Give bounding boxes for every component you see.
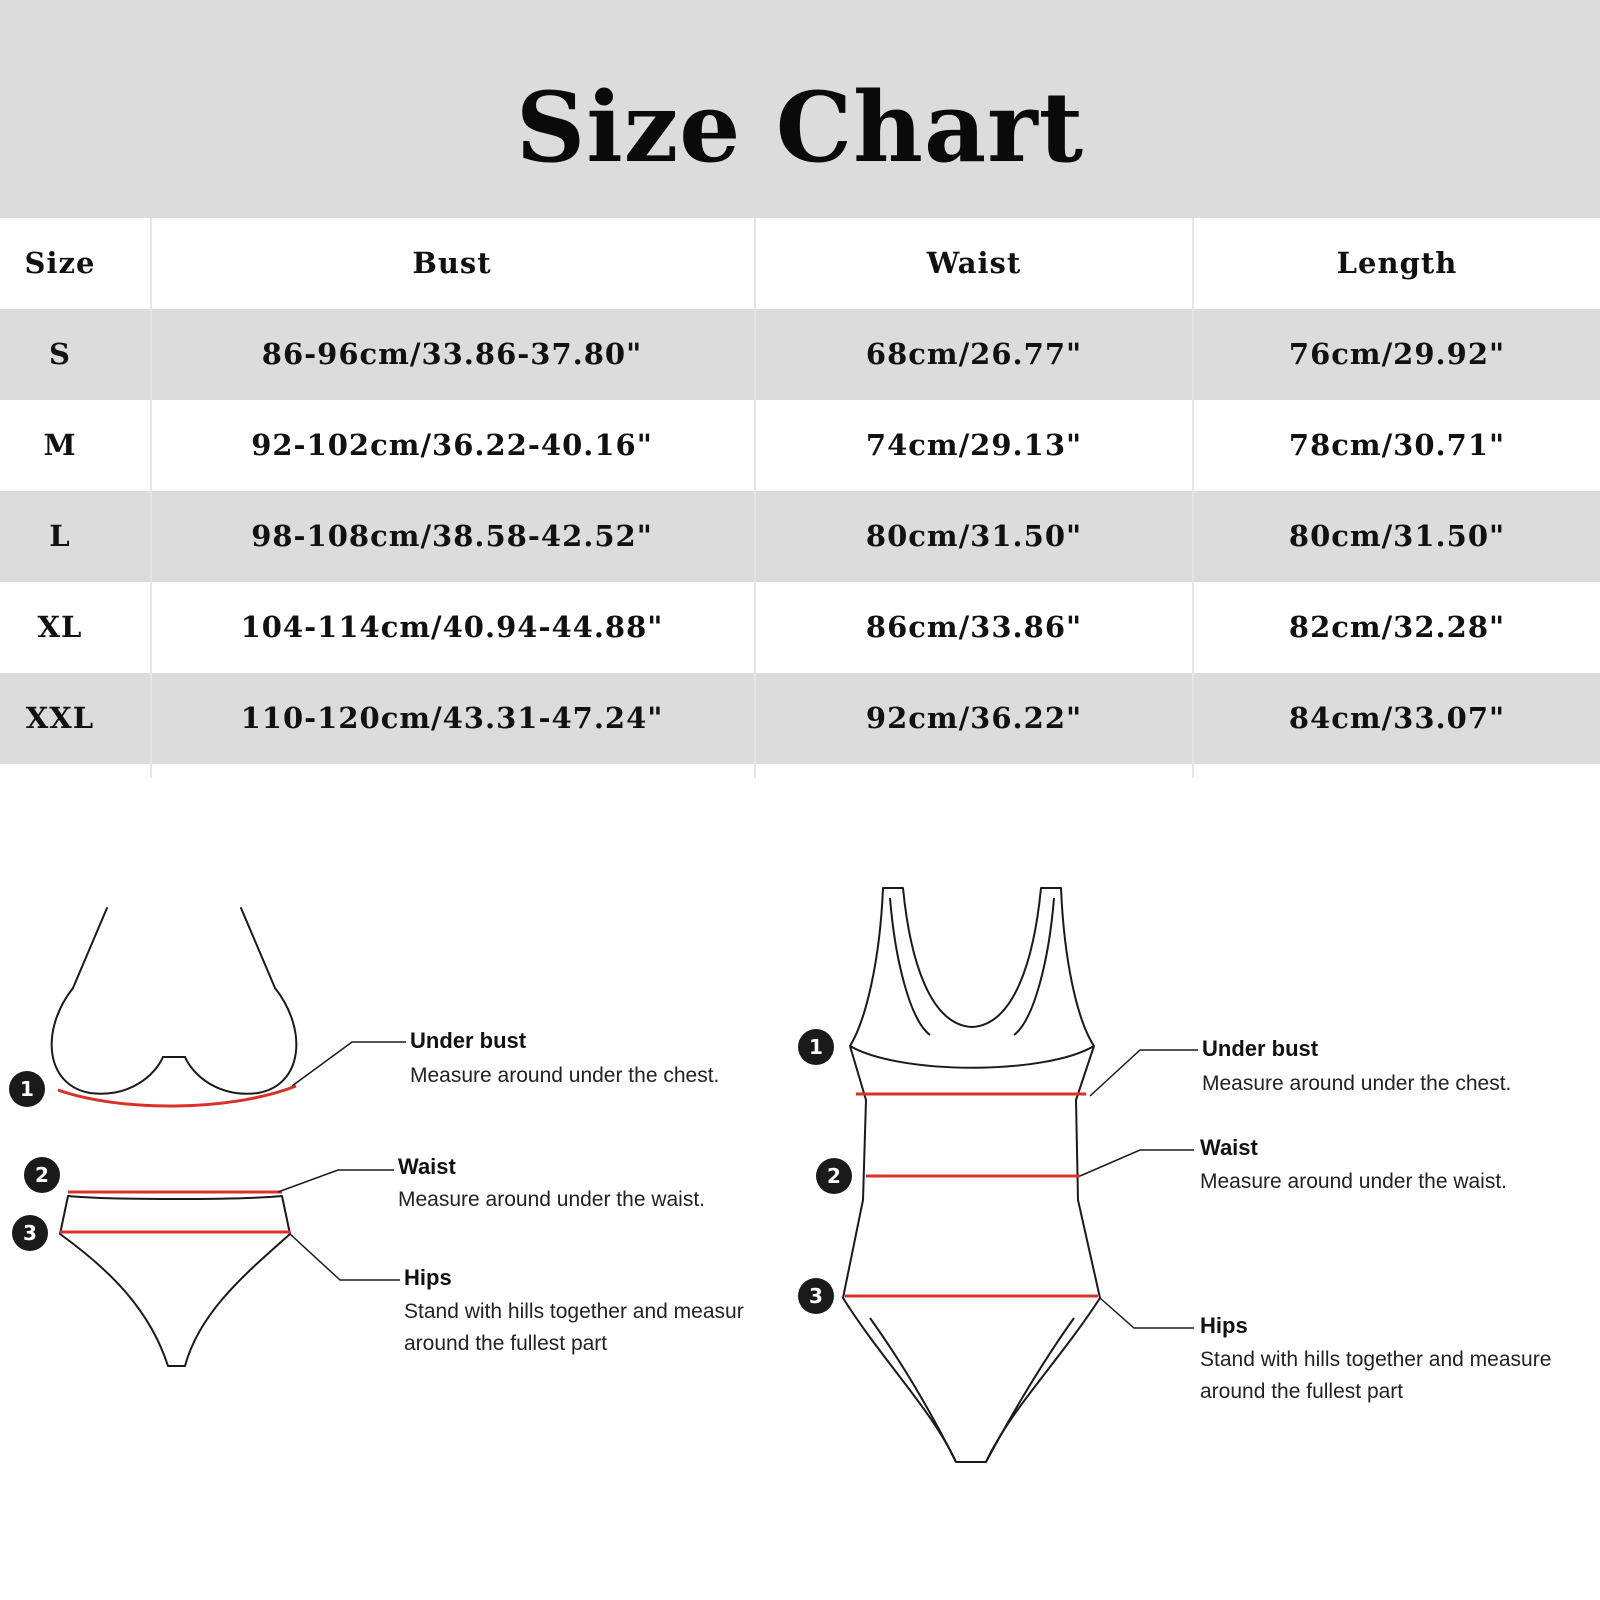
- bikini-hips-desc-line1: Stand with hills together and measur: [404, 1300, 744, 1323]
- cell-size: S: [49, 337, 71, 371]
- bikini-top-illustration: [52, 908, 297, 1094]
- badge-1: 1: [798, 1029, 834, 1065]
- cell-waist: 68cm/26.77": [865, 337, 1083, 371]
- cell-length: 82cm/32.28": [1288, 610, 1506, 644]
- cell-waist: 80cm/31.50": [865, 519, 1083, 553]
- badge-2: 2: [24, 1157, 60, 1193]
- swimsuit-underbust-desc: Measure around under the chest.: [1202, 1072, 1512, 1095]
- cell-bust: 104-114cm/40.94-44.88": [240, 610, 664, 644]
- swimsuit-underbust-title: Under bust: [1202, 1036, 1319, 1061]
- badge-2: 2: [816, 1158, 852, 1194]
- header-size: Size: [24, 246, 96, 280]
- cell-waist: 92cm/36.22": [865, 701, 1083, 735]
- cell-length: 78cm/30.71": [1288, 428, 1506, 462]
- bikini-underbust-line: [58, 1086, 296, 1106]
- bikini-underbust-title: Under bust: [410, 1028, 527, 1053]
- cell-size: M: [43, 428, 77, 462]
- cell-bust: 92-102cm/36.22-40.16": [251, 428, 653, 462]
- bikini-bottom-illustration: [60, 1196, 290, 1366]
- swimsuit-hips-desc-line1: Stand with hills together and measure: [1200, 1348, 1552, 1371]
- cell-length: 80cm/31.50": [1288, 519, 1506, 553]
- cell-waist: 86cm/33.86": [865, 610, 1083, 644]
- cell-bust: 86-96cm/33.86-37.80": [261, 337, 643, 371]
- cell-size: XXL: [25, 701, 95, 735]
- cell-length: 76cm/29.92": [1288, 337, 1506, 371]
- badge-3: 3: [798, 1278, 834, 1314]
- swimsuit-waist-desc: Measure around under the waist.: [1200, 1170, 1508, 1193]
- header-waist: Waist: [926, 246, 1022, 280]
- badge-3: 3: [12, 1215, 48, 1251]
- bikini-hips-title: Hips: [404, 1265, 452, 1290]
- cell-size: XL: [37, 610, 83, 644]
- badge-1: 1: [9, 1071, 45, 1107]
- swimsuit-hips-desc-line2: around the fullest part: [1200, 1380, 1404, 1403]
- swimsuit-waist-title: Waist: [1200, 1135, 1258, 1160]
- cell-waist: 74cm/29.13": [865, 428, 1083, 462]
- bikini-underbust-desc: Measure around under the chest.: [410, 1064, 720, 1087]
- header-length: Length: [1336, 246, 1458, 280]
- header-bust: Bust: [412, 246, 492, 280]
- cell-bust: 110-120cm/43.31-47.24": [240, 701, 664, 735]
- cell-size: L: [49, 519, 71, 553]
- cell-length: 84cm/33.07": [1288, 701, 1506, 735]
- bikini-waist-title: Waist: [398, 1154, 456, 1179]
- bikini-hips-desc-line2: around the fullest part: [404, 1332, 608, 1355]
- swimsuit-hips-title: Hips: [1200, 1313, 1248, 1338]
- page-title: Size Chart: [515, 71, 1085, 184]
- cell-bust: 98-108cm/38.58-42.52": [251, 519, 653, 553]
- bikini-waist-desc: Measure around under the waist.: [398, 1188, 706, 1211]
